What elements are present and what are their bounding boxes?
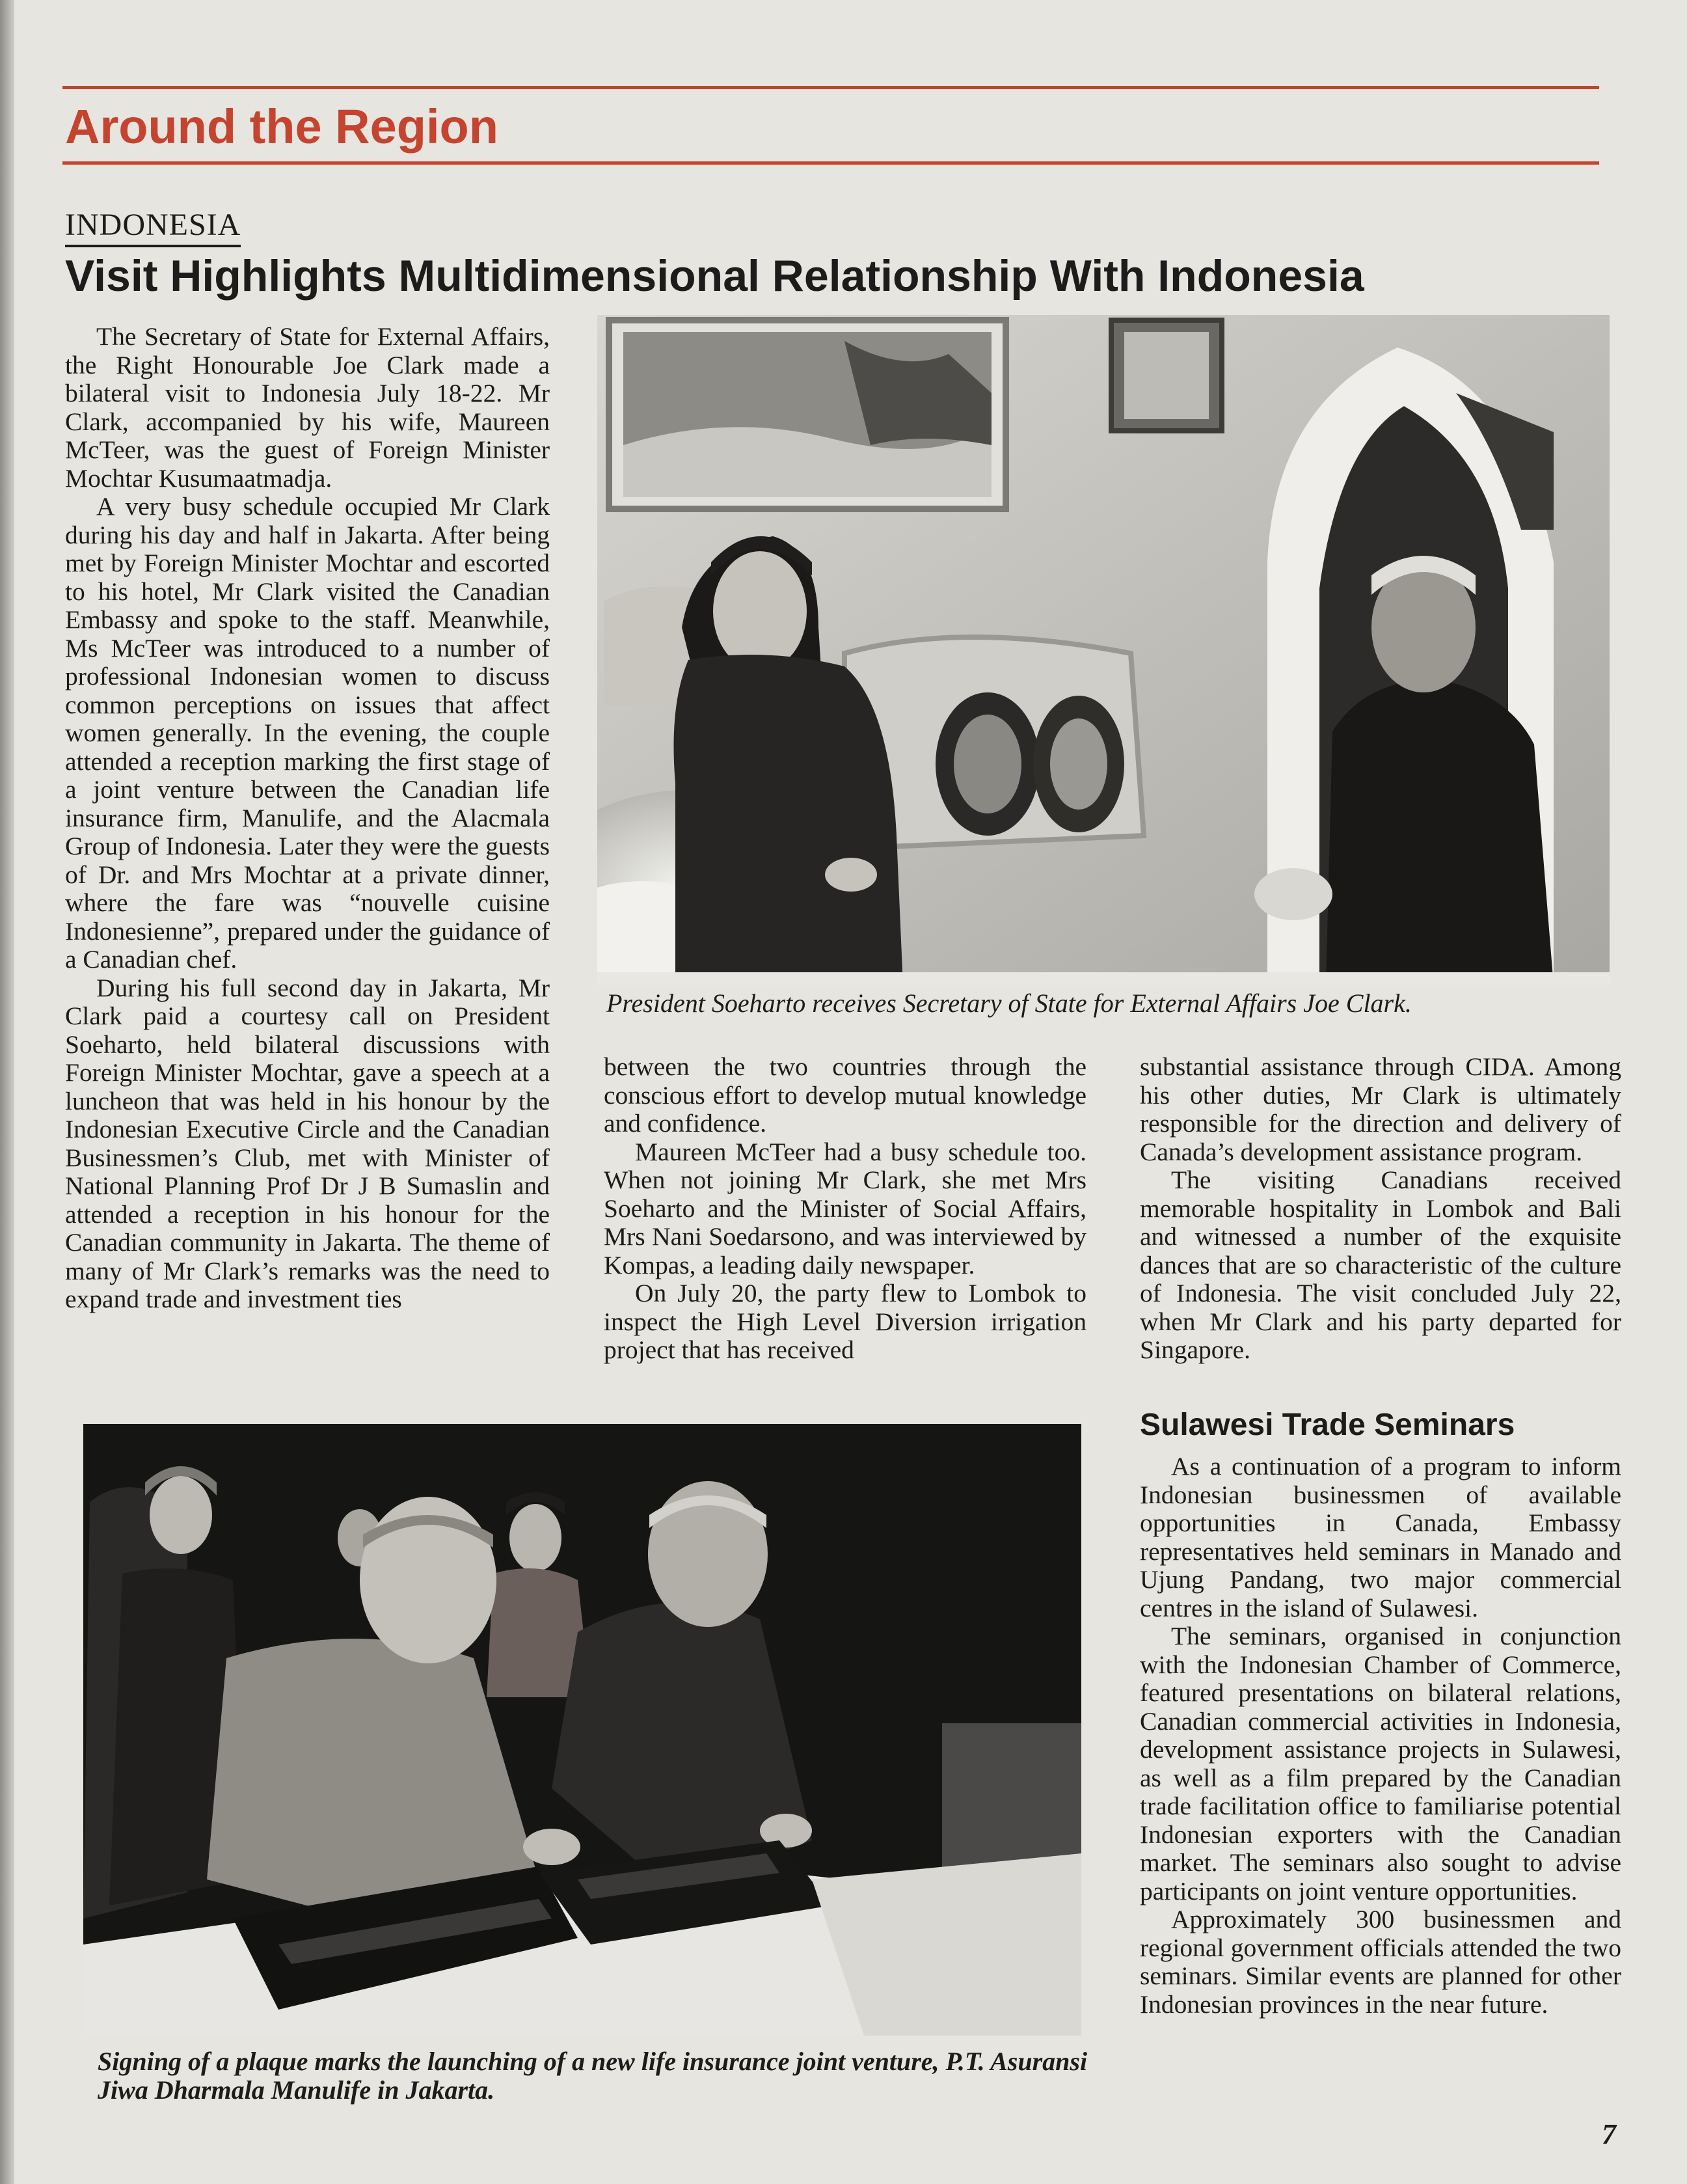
article-column-3 (1140, 1053, 1621, 1365)
photo-soeharto-clark (597, 315, 1610, 985)
article-kicker: INDONESIA (65, 210, 241, 247)
paragraph: Maureen McTeer had a busy schedule too. When not joining Mr Clark, she met Mrs Soeharto and the Minister of Social Affairs, Mrs Nani Soedarsono, and was interviewed by Kompas, a leading daily newspaper. (604, 1137, 1086, 1279)
paragraph: On July 20, the party flew to Lombok to inspect the High Level Diversion irrigation project that has received (604, 1279, 1086, 1364)
page-number: 7 (1602, 2118, 1616, 2150)
section-title: Around the Region (65, 100, 498, 154)
photo-plaque-signing-image (83, 1424, 1081, 2036)
photo2-caption: Signing of a plaque marks the launching of a new life insurance joint venture, P.T. Asuransi Jiwa Dharmala Manulife in Jakarta. (98, 2047, 1088, 2105)
paragraph: During his full second day in Jakarta, Mr Clark paid a courtesy call on President Soeharto, held bilateral discussions with Foreign Minister Mochtar, gave a speech at a luncheon that was held in his honour by the Indonesian Executive Circle and the Canadian Businessmen’s Club, met with Minister of National Planning Prof Dr J B Sumaslin and attended a reception in his honour for the Canadian community in Jakarta. The theme of many of Mr Clark’s remarks was the need to expand trade and investment ties (65, 973, 550, 1313)
section-top-rule (62, 86, 1599, 89)
paragraph: substantial assistance through CIDA. Among his other duties, Mr Clark is ultimately responsible for the direction and delivery of Canada’s development assistance program. (1140, 1052, 1621, 1166)
photo-soeharto-clark-image (597, 315, 1610, 985)
article-headline: Visit Highlights Multidimensional Relationship With Indonesia (65, 251, 1364, 301)
article-column-1 (65, 323, 550, 1314)
paragraph: The seminars, organised in conjunction with the Indonesian Chamber of Commerce, featured presentations on bilateral relations, Canadian commercial activities in Indonesia, development assistance projects in Sulawesi, as well as a film prepared by the Canadian trade facilitation office to familiarise potential Indonesian exporters with the Canadian market. The seminars also sought to advise participants on joint venture opportunities. (1140, 1622, 1621, 1905)
paragraph: Approximately 300 businessmen and regional government officials attended the two seminars. Similar events are planned for other Indonesian provinces in the near future. (1140, 1905, 1621, 2019)
page-binding-edge (0, 0, 14, 2184)
article-column-2 (604, 1053, 1086, 1365)
paragraph: The visiting Canadians received memorable hospitality in Lombok and Bali and witnessed a number of the exquisite dances that are so characteristic of the culture of Indonesia. The visit concluded July 22, when Mr Clark and his party departed for Singapore. (1140, 1166, 1621, 1364)
photo1-caption: President Soeharto receives Secretary of State for External Affairs Joe Clark. (606, 989, 1412, 1018)
photo-plaque-signing (83, 1424, 1081, 2036)
section-bottom-rule (62, 161, 1599, 165)
paragraph: As a continuation of a program to inform Indonesian businessmen of available opportunities in Canada, Embassy representatives held seminars in Manado and Ujung Pandang, two major commercial centres in the island of Sulawesi. (1140, 1452, 1621, 1622)
paragraph: A very busy schedule occupied Mr Clark during his day and half in Jakarta. After being met by Foreign Minister Mochtar and escorted to his hotel, Mr Clark visited the Canadian Embassy and spoke to the staff. Meanwhile, Ms McTeer was introduced to a number of professional Indonesian women to discuss common perceptions on issues that affect women generally. In the evening, the couple attended a reception marking the first stage of a joint venture between the Canadian life insurance firm, Manulife, and the Alacmala Group of Indonesia. Later they were the guests of Dr. and Mrs Mochtar at a private dinner, where the fare was “nouvelle cuisine Indonesienne”, prepared under the guidance of a Canadian chef. (65, 492, 550, 974)
sidebar-body (1140, 1453, 1621, 2019)
paragraph: The Secretary of State for External Affairs, the Right Honourable Joe Clark made a bilateral visit to Indonesia July 18-22. Mr Clark, accompanied by his wife, Maureen McTeer, was the guest of Foreign Minister Mochtar Kusumaatmadja. (65, 322, 550, 493)
paragraph: between the two countries through the conscious effort to develop mutual knowledge and confidence. (604, 1052, 1086, 1138)
sidebar-headline: Sulawesi Trade Seminars (1140, 1408, 1515, 1442)
